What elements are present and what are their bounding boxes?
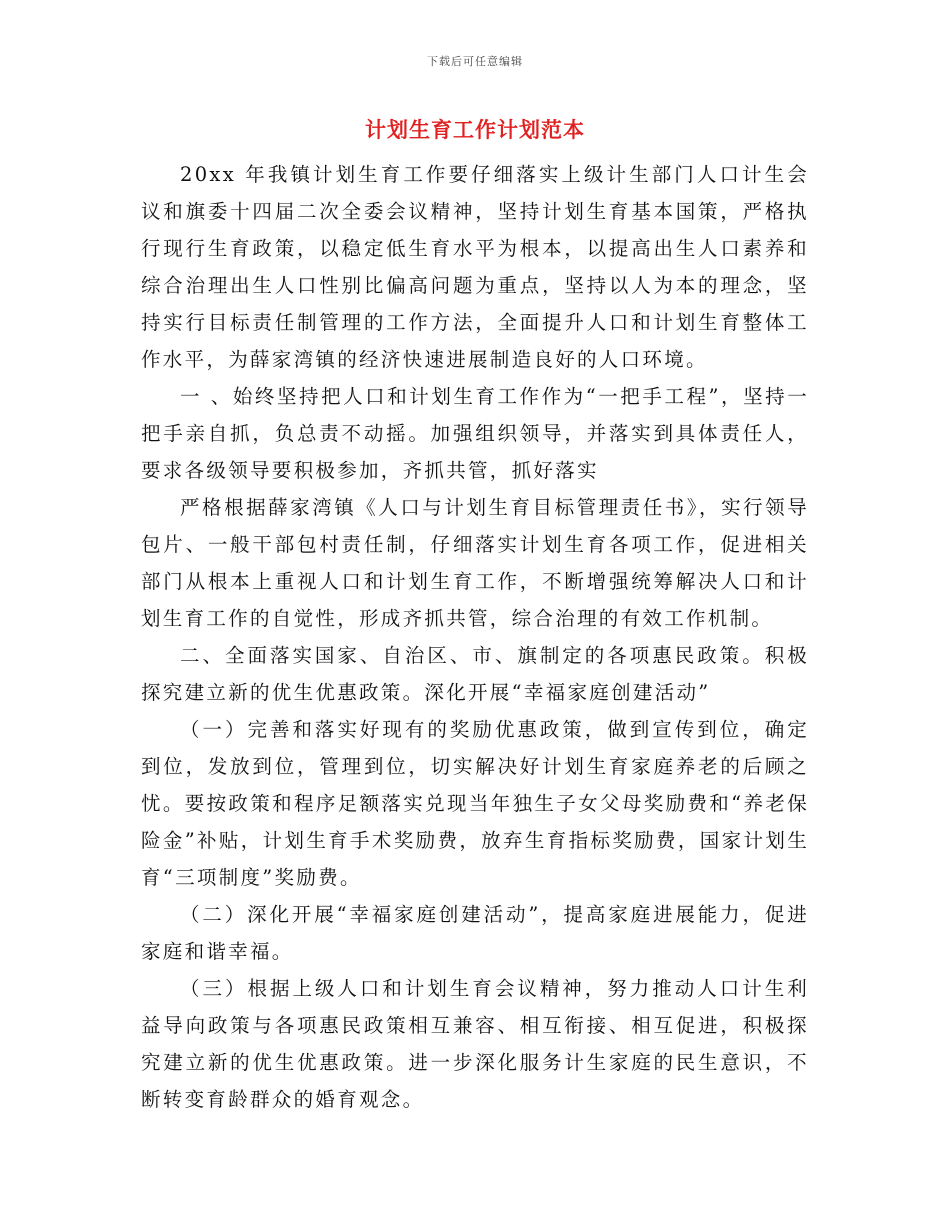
paragraph-intro: 20xx 年我镇计划生育工作要仔细落实上级计生部门人口计生会议和旗委十四届二次全委会议精神，坚持计划生育基本国策，严格执行现行生育政策，以稳定低生育水平为根本，以提高出生人口素养和综合治理出生人口性别比偏高问题为重点，坚持以人为本的理念，坚持实行目标责任制管理的工作方法，全面提升人口和计划生育整体工作水平，为薛家湾镇的经济快速进展制造良好的人口环境。 xyxy=(141,163,809,371)
paragraph-section-1-detail: 严格根据薛家湾镇《人口与计划生育目标管理责任书》，实行领导包片、一般干部包村责任制，仔细落实计划生育各项工作，促进相关部门从根本上重视人口和计划生育工作，不断增强统筹解决人口和计划生育工作的自觉性，形成齐抓共管，综合治理的有效工作机制。 xyxy=(141,496,809,630)
paragraph-section-2: 二、全面落实国家、自治区、市、旗制定的各项惠民政策。积极探究建立新的优生优惠政策。深化开展“幸福家庭创建活动” xyxy=(141,644,809,704)
document-title: 计划生育工作计划范本 xyxy=(365,117,585,142)
paragraph-item-3: （三）根据上级人口和计划生育会议精神，努力推动人口计生利益导向政策与各项惠民政策相互兼容、相互衔接、相互促进，积极探究建立新的优生优惠政策。进一步深化服务计生家庭的民生意识，不断转变育龄群众的婚育观念。 xyxy=(141,977,809,1111)
header-note: 下载后可任意编辑 xyxy=(427,55,523,68)
paragraph-item-1: （一）完善和落实好现有的奖励优惠政策，做到宣传到位，确定到位，发放到位，管理到位，切实解决好计划生育家庭养老的后顾之忧。要按政策和程序足额落实兑现当年独生子女父母奖励费和“养老保险金”补贴，计划生育手术奖励费，放弃生育指标奖励费，国家计划生育“三项制度”奖励费。 xyxy=(141,718,809,889)
paragraph-item-2: （二）深化开展“幸福家庭创建活动”，提高家庭进展能力，促进家庭和谐幸福。 xyxy=(141,903,809,963)
document-body xyxy=(141,156,809,1118)
paragraph-section-1: 一 、始终坚持把人口和计划生育工作作为“一把手工程”，坚持一把手亲自抓，负总责不动摇。加强组织领导，并落实到具体责任人，要求各级领导要积极参加，齐抓共管，抓好落实 xyxy=(141,385,809,482)
